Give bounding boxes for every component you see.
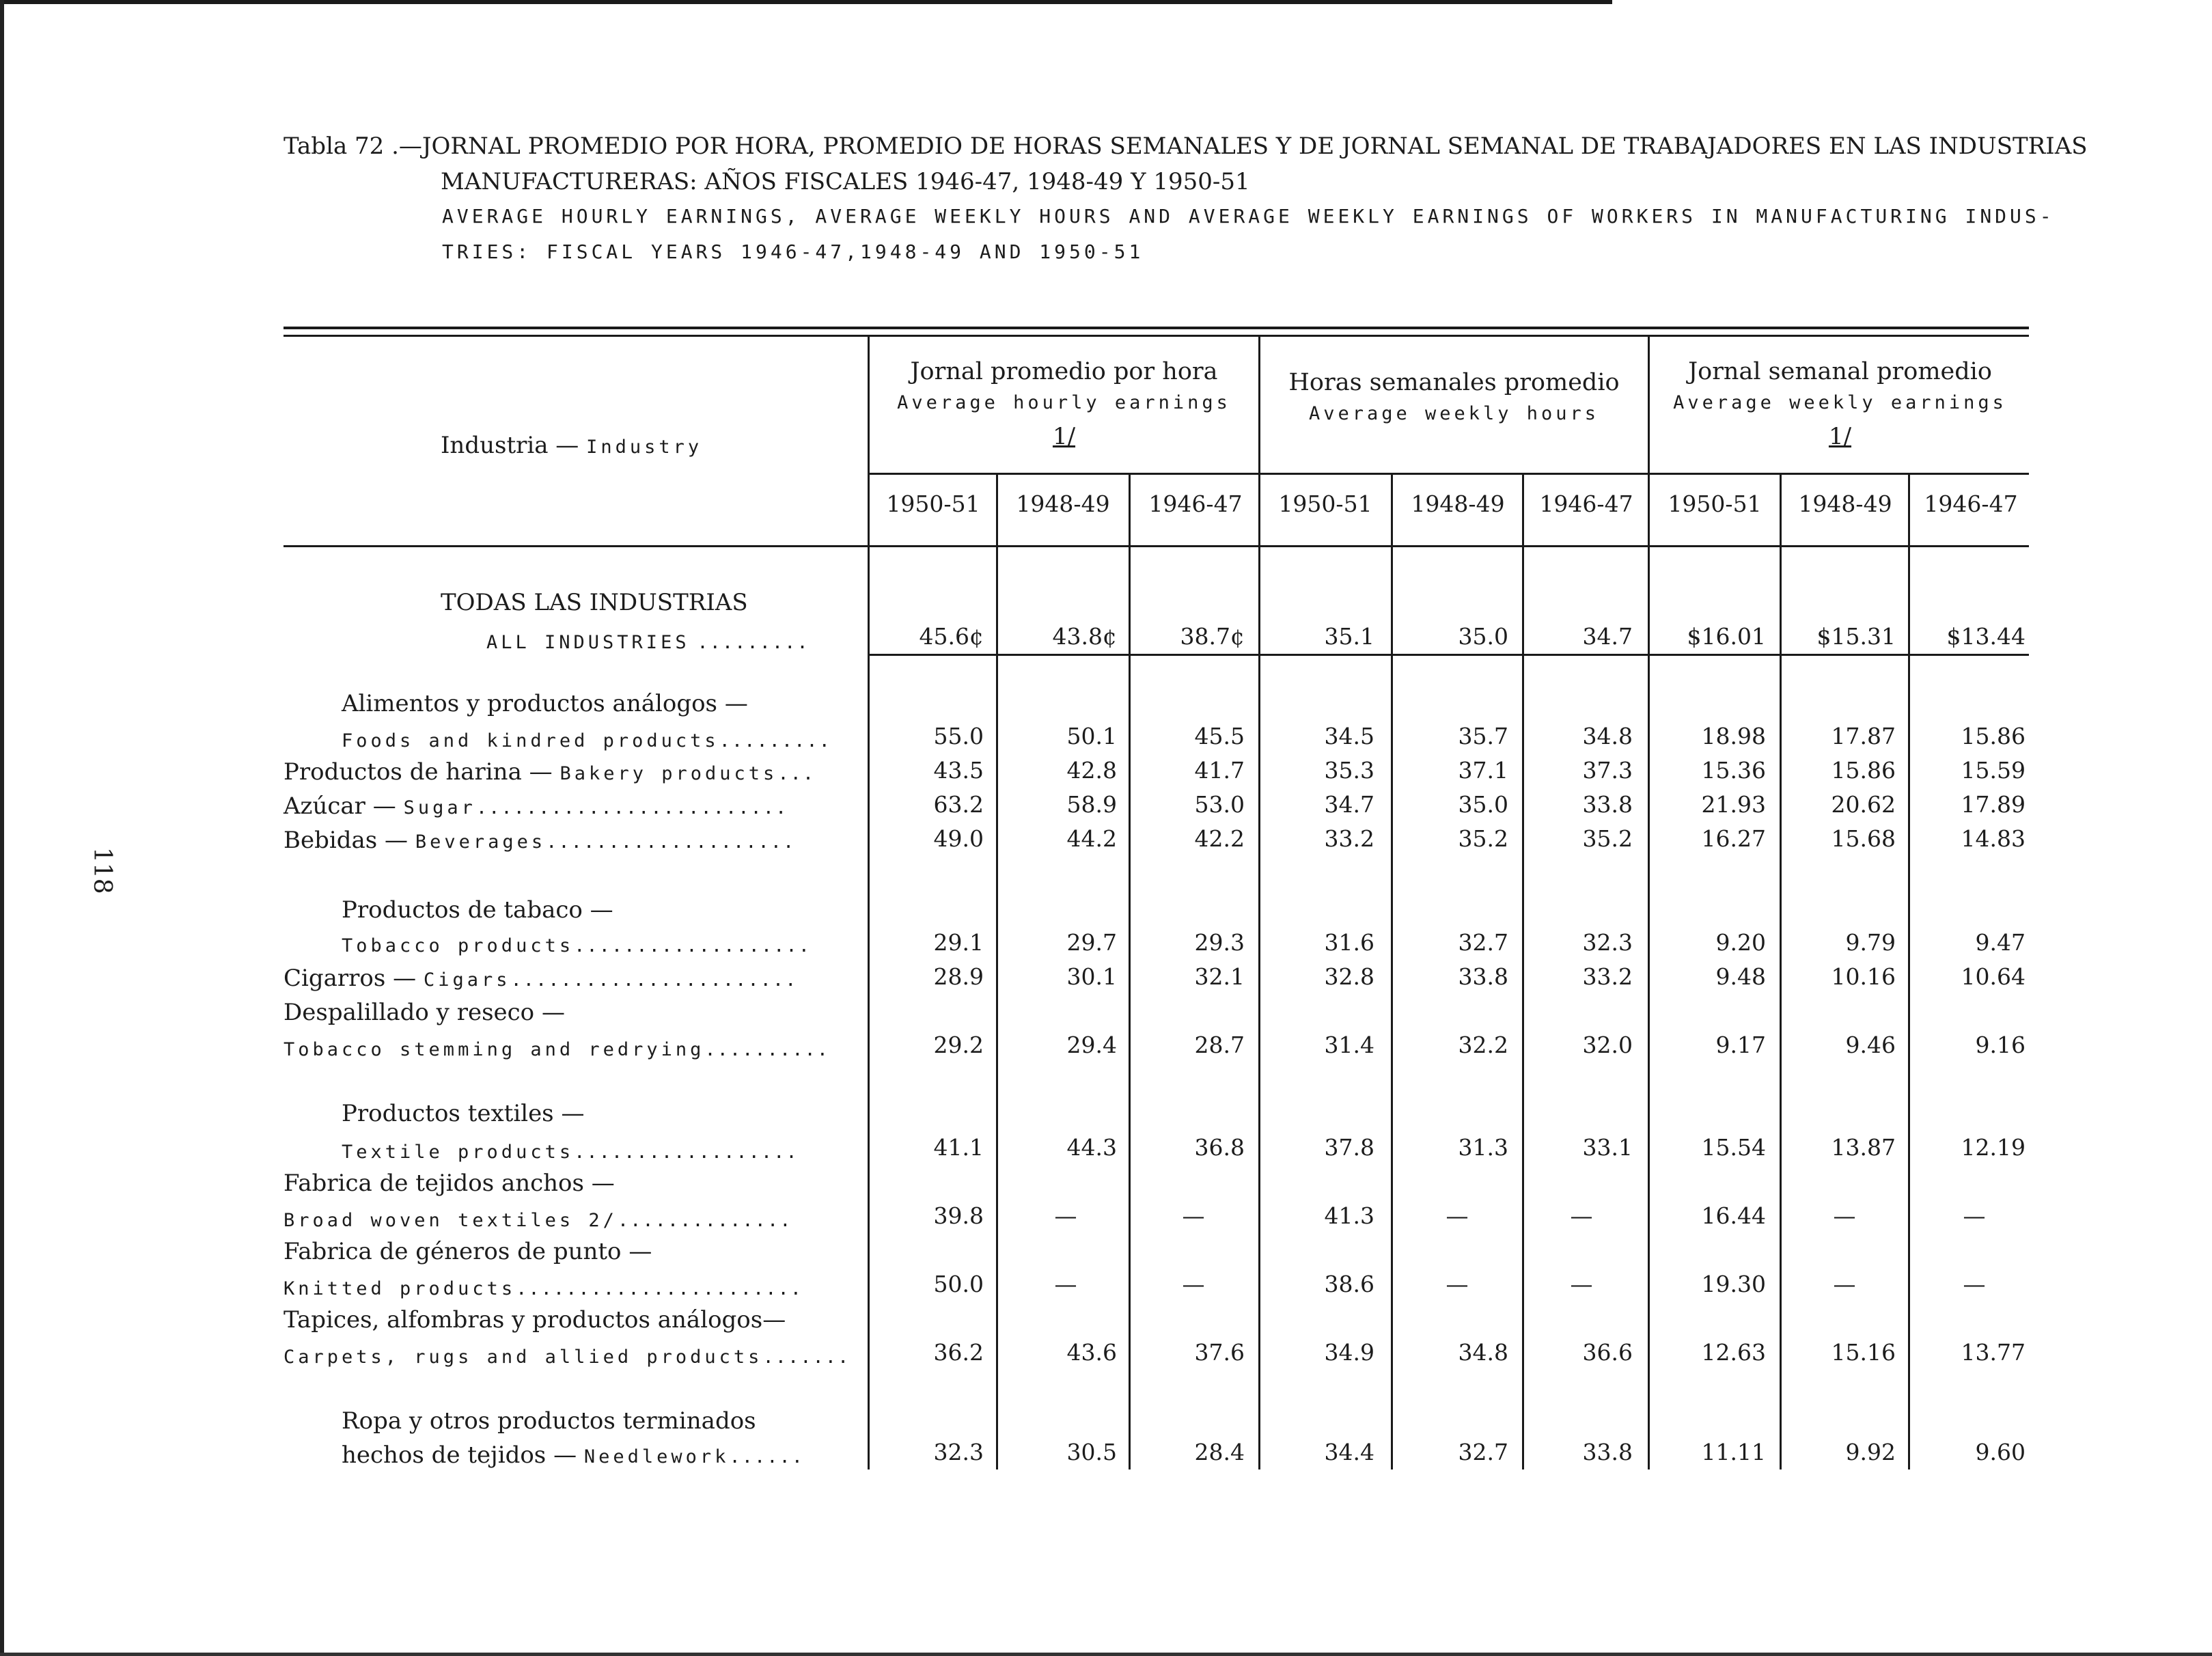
- row-label-en: Broad woven textiles 2/..............: [284, 1210, 792, 1231]
- table-cell: —: [1182, 1271, 1205, 1297]
- table-cell: 41.1: [933, 1134, 984, 1161]
- table-cell: 34.7: [1582, 623, 1633, 650]
- table-cell: 17.87: [1831, 723, 1896, 749]
- table-cell: 32.2: [1458, 1032, 1508, 1058]
- table-cell: 34.5: [1324, 723, 1374, 749]
- year-header: 1948-49: [1411, 491, 1505, 517]
- table-cell: 45.5: [1194, 723, 1245, 749]
- table-cell: 37.3: [1582, 757, 1633, 784]
- table-cell: 35.1: [1324, 623, 1374, 650]
- row-label-en: Carpets, rugs and allied products.......: [284, 1347, 851, 1368]
- table-cell: —: [1446, 1271, 1469, 1297]
- table-cell: 12.19: [1961, 1134, 2026, 1161]
- table-cell: 50.1: [1066, 723, 1117, 749]
- row-label-es: TODAS LAS INDUSTRIAS: [441, 589, 748, 616]
- title-line-2: MANUFACTURERAS: AÑOS FISCALES 1946-47, 1948-49 Y 1950-51: [441, 168, 1250, 195]
- row-label-en: Knitted products.......................: [284, 1278, 803, 1299]
- table-cell: 29.2: [933, 1032, 984, 1058]
- industry-column-header: Industria — Industry: [441, 432, 703, 459]
- year-header: 1950-51: [1278, 491, 1372, 517]
- table-cell: 9.20: [1715, 929, 1766, 956]
- table-cell: 35.2: [1582, 825, 1633, 852]
- table-cell: 34.9: [1324, 1339, 1374, 1366]
- row-label-en: Foods and kindred products.........: [342, 730, 831, 751]
- title-line-4: TRIES: FISCAL YEARS 1946-47,1948-49 AND 1950-51: [442, 240, 1144, 263]
- table-cell: —: [1182, 1202, 1205, 1229]
- table-cell: $13.44: [1946, 623, 2026, 650]
- table-cell: 13.87: [1831, 1134, 1896, 1161]
- table-cell: 50.0: [933, 1271, 984, 1297]
- table-cell: 53.0: [1194, 791, 1245, 818]
- table-cell: 9.46: [1845, 1032, 1896, 1058]
- table-cell: 28.9: [933, 963, 984, 990]
- table-cell: 11.11: [1701, 1439, 1766, 1465]
- table-cell: 32.3: [933, 1439, 984, 1465]
- row-label: Azúcar — Sugar.........................: [284, 792, 788, 820]
- header-bottom-rule: [284, 545, 2029, 547]
- row-label-es: Ropa y otros productos terminados: [342, 1407, 756, 1435]
- table-cell: 20.62: [1831, 791, 1896, 818]
- table-cell: 43.8¢: [1052, 623, 1117, 650]
- table-cell: 15.54: [1701, 1134, 1766, 1161]
- row-label-en: hechos de tejidos — Needlework......: [342, 1441, 804, 1469]
- table-cell: 15.16: [1831, 1339, 1896, 1366]
- year-header: 1948-49: [1016, 491, 1110, 517]
- table-cell: 43.5: [933, 757, 984, 784]
- row-label-en: ALL INDUSTRIES .........: [486, 632, 810, 653]
- table-cell: $16.01: [1687, 623, 1766, 650]
- year-header: 1946-47: [1924, 491, 2018, 517]
- table-cell: 33.8: [1458, 963, 1508, 990]
- all-industries-rule: [868, 654, 2029, 656]
- row-label-es: Tapices, alfombras y productos análogos—: [284, 1306, 786, 1334]
- table-cell: 33.2: [1324, 825, 1374, 852]
- table-cell: 63.2: [933, 791, 984, 818]
- table-cell: 14.83: [1961, 825, 2026, 852]
- table-cell: 41.7: [1194, 757, 1245, 784]
- table-cell: 10.16: [1831, 963, 1896, 990]
- title-line-1: Tabla 72 .—JORNAL PROMEDIO POR HORA, PROMEDIO DE HORAS SEMANALES Y DE JORNAL SEMANAL DE TRABAJADORES EN LAS INDUSTRIAS: [284, 133, 2088, 160]
- table-cell: 37.1: [1458, 757, 1508, 784]
- table-cell: 9.60: [1975, 1439, 2026, 1465]
- table-cell: 31.4: [1324, 1032, 1374, 1058]
- header-group-hours: Horas semanales promedio Average weekly hours: [1288, 369, 1620, 424]
- col-divider: [1391, 474, 1393, 1469]
- title-line-3: AVERAGE HOURLY EARNINGS, AVERAGE WEEKLY HOURS AND AVERAGE WEEKLY EARNINGS OF WORKERS IN MANUFACTURING INDUS-: [442, 205, 2055, 227]
- year-header: 1948-49: [1798, 491, 1892, 517]
- header-mid-rule: [868, 473, 2029, 475]
- table-cell: 35.3: [1324, 757, 1374, 784]
- table-cell: 30.5: [1066, 1439, 1117, 1465]
- table-cell: 12.63: [1701, 1339, 1766, 1366]
- table-cell: 10.64: [1961, 963, 2026, 990]
- table-cell: —: [1963, 1271, 1986, 1297]
- table-cell: 55.0: [933, 723, 984, 749]
- row-label: Cigarros — Cigars.......................: [284, 965, 798, 992]
- table-cell: 19.30: [1701, 1271, 1766, 1297]
- row-label: Productos de harina — Bakery products...: [284, 758, 816, 786]
- table-cell: 34.8: [1582, 723, 1633, 749]
- row-label: Bebidas — Beverages....................: [284, 827, 796, 854]
- table-cell: 31.3: [1458, 1134, 1508, 1161]
- page-number: 118: [88, 847, 116, 894]
- row-label-es: Productos de tabaco —: [342, 896, 613, 924]
- table-cell: 33.1: [1582, 1134, 1633, 1161]
- header-group-hourly: Jornal promedio por hora Average hourly earnings 1/: [897, 358, 1231, 450]
- table-cell: 34.4: [1324, 1439, 1374, 1465]
- col-divider: [1780, 474, 1782, 1469]
- table-cell: 32.7: [1458, 929, 1508, 956]
- table-cell: 18.98: [1701, 723, 1766, 749]
- row-label-en: Tobacco products...................: [342, 935, 811, 956]
- table-cell: 29.3: [1194, 929, 1245, 956]
- table-cell: 15.59: [1961, 757, 2026, 784]
- table-cell: 39.8: [933, 1202, 984, 1229]
- year-header: 1950-51: [1668, 491, 1762, 517]
- table-cell: 13.77: [1961, 1339, 2026, 1366]
- row-label-en: Tobacco stemming and redrying..........: [284, 1039, 829, 1060]
- table-top-rule-2: [284, 335, 2029, 337]
- page-top-border: [0, 0, 1612, 4]
- table-cell: 36.8: [1194, 1134, 1245, 1161]
- table-cell: 29.1: [933, 929, 984, 956]
- table-cell: 9.48: [1715, 963, 1766, 990]
- table-cell: 32.0: [1582, 1032, 1633, 1058]
- table-cell: 17.89: [1961, 791, 2026, 818]
- table-cell: $15.31: [1816, 623, 1896, 650]
- table-cell: 41.3: [1324, 1202, 1374, 1229]
- row-label-es: Alimentos y productos análogos —: [342, 690, 748, 717]
- row-label-es: Fabrica de tejidos anchos —: [284, 1170, 615, 1197]
- table-cell: —: [1570, 1271, 1593, 1297]
- table-cell: 32.7: [1458, 1439, 1508, 1465]
- table-cell: 35.0: [1458, 623, 1508, 650]
- col-divider: [1648, 337, 1650, 1469]
- table-cell: 33.8: [1582, 1439, 1633, 1465]
- year-header: 1950-51: [886, 491, 980, 517]
- table-cell: 15.86: [1831, 757, 1896, 784]
- table-cell: 35.2: [1458, 825, 1508, 852]
- table-cell: —: [1570, 1202, 1593, 1229]
- table-cell: 32.3: [1582, 929, 1633, 956]
- table-cell: 33.2: [1582, 963, 1633, 990]
- year-header: 1946-47: [1148, 491, 1243, 517]
- table-cell: 37.8: [1324, 1134, 1374, 1161]
- row-label-es: Fabrica de géneros de punto —: [284, 1238, 652, 1265]
- page-bottom-border: [0, 1653, 2212, 1656]
- table-cell: 16.44: [1701, 1202, 1766, 1229]
- table-cell: 37.6: [1194, 1339, 1245, 1366]
- table-cell: —: [1446, 1202, 1469, 1229]
- table-cell: 42.8: [1066, 757, 1117, 784]
- table-cell: —: [1054, 1271, 1077, 1297]
- table-cell: 15.68: [1831, 825, 1896, 852]
- table-cell: 42.2: [1194, 825, 1245, 852]
- table-cell: 33.8: [1582, 791, 1633, 818]
- table-cell: 9.17: [1715, 1032, 1766, 1058]
- table-cell: 28.4: [1194, 1439, 1245, 1465]
- table-cell: —: [1833, 1271, 1856, 1297]
- header-group-weekly: Jornal semanal promedio Average weekly earnings 1/: [1673, 358, 2007, 450]
- table-cell: 16.27: [1701, 825, 1766, 852]
- col-divider: [1908, 474, 1910, 1469]
- table-cell: 43.6: [1066, 1339, 1117, 1366]
- table-cell: —: [1054, 1202, 1077, 1229]
- col-divider: [868, 337, 870, 1469]
- table-cell: 21.93: [1701, 791, 1766, 818]
- table-cell: 15.36: [1701, 757, 1766, 784]
- row-label-es: Despalillado y reseco —: [284, 999, 565, 1026]
- table-cell: 44.3: [1066, 1134, 1117, 1161]
- table-cell: 29.7: [1066, 929, 1117, 956]
- col-divider: [1258, 337, 1260, 1469]
- table-cell: 29.4: [1066, 1032, 1117, 1058]
- table-cell: 9.16: [1975, 1032, 2026, 1058]
- table-cell: 38.7¢: [1180, 623, 1245, 650]
- table-cell: 58.9: [1066, 791, 1117, 818]
- col-divider: [1129, 474, 1131, 1469]
- table-cell: 34.8: [1458, 1339, 1508, 1366]
- table-cell: 9.79: [1845, 929, 1896, 956]
- table-cell: 28.7: [1194, 1032, 1245, 1058]
- table-cell: 32.8: [1324, 963, 1374, 990]
- year-header: 1946-47: [1539, 491, 1633, 517]
- page-left-border: [0, 0, 4, 1656]
- table-cell: 38.6: [1324, 1271, 1374, 1297]
- table-cell: 32.1: [1194, 963, 1245, 990]
- row-label-en: Textile products..................: [342, 1142, 799, 1163]
- table-cell: 31.6: [1324, 929, 1374, 956]
- table-cell: 45.6¢: [919, 623, 984, 650]
- table-cell: —: [1833, 1202, 1856, 1229]
- table-top-rule-1: [284, 327, 2029, 329]
- table-cell: 36.6: [1582, 1339, 1633, 1366]
- table-cell: 36.2: [933, 1339, 984, 1366]
- table-cell: —: [1963, 1202, 1986, 1229]
- table-cell: 15.86: [1961, 723, 2026, 749]
- table-cell: 49.0: [933, 825, 984, 852]
- table-cell: 30.1: [1066, 963, 1117, 990]
- table-cell: 35.7: [1458, 723, 1508, 749]
- table-cell: 44.2: [1066, 825, 1117, 852]
- table-cell: 34.7: [1324, 791, 1374, 818]
- col-divider: [996, 474, 998, 1469]
- table-cell: 9.92: [1845, 1439, 1896, 1465]
- table-cell: 9.47: [1975, 929, 2026, 956]
- col-divider: [1522, 474, 1524, 1469]
- table-cell: 35.0: [1458, 791, 1508, 818]
- row-label-es: Productos textiles —: [342, 1100, 585, 1127]
